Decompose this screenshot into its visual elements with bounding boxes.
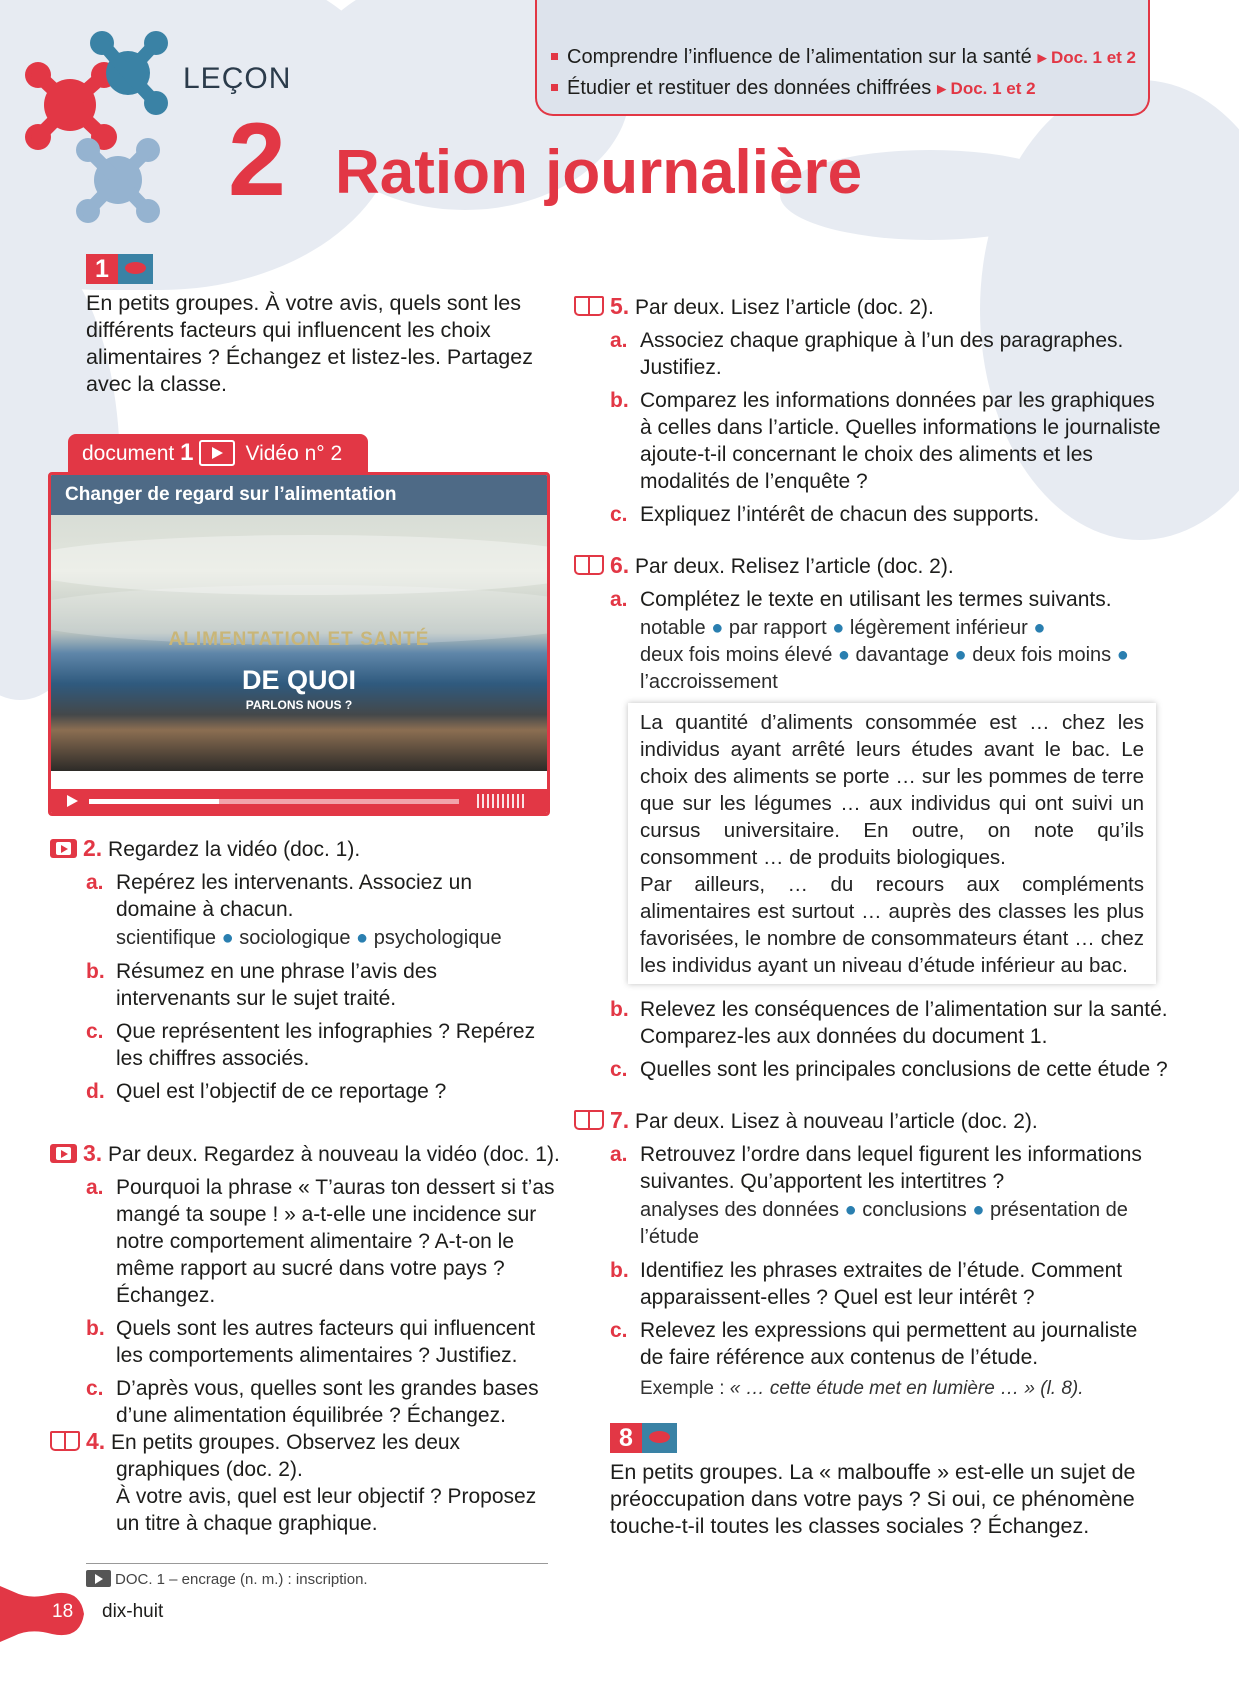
video-icon [50,839,77,858]
question-head-text: Regardez la vidéo (doc. 1). [108,838,361,861]
sub-letter: c. [86,1020,104,1043]
question-6 [574,552,1164,696]
speech-bubble-icon [642,1423,677,1453]
example-label: Exemple : [640,1378,725,1399]
video-caption-1: ALIMENTATION ET SANTÉ [168,629,430,650]
speech-bubble-icon [118,254,153,284]
question-3 [50,1140,560,1429]
subquestion-c [610,1317,1164,1402]
sub-text: Retrouvez l’ordre dans lequel figurent les informations suivantes. Qu’apportent les intertitres ? [640,1143,1142,1193]
fill-in-paragraph-1: La quantité d’aliments consommée est … chez les individus ayant arrêté leurs études avant le bac. Le choix des aliments se porte … sur les pommes de terre que sur les légumes … aux individus qui ont suivi un cursus universitaire. En outre, on note qu’ils consomment … de produits biologiques. [640,711,1144,869]
subquestion-b [86,958,555,1012]
question-5-head [574,293,1164,321]
question-4-head [50,1428,555,1483]
subquestion-b [610,387,1164,495]
term: scientifique [116,927,217,949]
bullet-icon [551,53,558,60]
question-6-continued [610,990,1170,1083]
question-8-text: En petits groupes. La « malbouffe » est-elle un sujet de préoccupation dans votre pays ? Si oui, ce phénomène touche-t-il toutes les classes sociales ? Échangez. [610,1460,1136,1538]
lesson-label: LEÇON [183,62,292,95]
question-number: 7. [610,1107,630,1133]
sub-letter: c. [610,503,628,526]
dot-icon: ● [844,1199,857,1221]
question-1 [86,254,546,398]
term: deux fois moins [972,644,1112,666]
objective-text: Étudier et restituer des données chiffrées [567,77,932,99]
sub-text: Que représentent les infographies ? Repérez les chiffres associés. [116,1020,536,1070]
sub-text: Quel est l’objectif de ce reportage ? [116,1080,447,1103]
dot-icon: ● [1116,644,1129,666]
sub-letter: c. [610,1058,628,1081]
doc-reference: ▸ Doc. 1 et 2 [1037,48,1136,67]
page-number: 18 [52,1601,74,1622]
term: sociologique [239,927,351,949]
question-5 [574,293,1164,528]
video-still[interactable] [51,515,547,771]
footnote [86,1570,368,1588]
term: présentation de l’étude [640,1199,1128,1248]
volume-icon[interactable] [477,794,527,808]
subquestion-b [86,1315,560,1369]
sub-text: Comparez les informations données par les graphiques à celles dans l’article. Quelles informations le journaliste ajoute-t-il concernant le choix des aliments et les modalités de l’enquête ? [640,389,1161,493]
sub-text: Identifiez les phrases extraites de l’étude. Comment apparaissent-elles ? Quel est leur intérêt ? [640,1259,1123,1309]
video-player[interactable] [48,472,550,816]
sub-text: Pourquoi la phrase « T’auras ton dessert si t’as mangé ta soupe ! » a-t-elle une incidence sur notre comportement alimentaire ? A-t-on le même rapport au sucré dans votre pays ? Échangez. [116,1176,555,1307]
sub-text: Quelles sont les principales conclusions de cette étude ? [640,1058,1168,1081]
subquestion-a [86,1174,560,1309]
question-head-text: Par deux. Lisez à nouveau l’article (doc. 2). [635,1110,1038,1133]
sub-text: Relevez les expressions qui permettent au journaliste de faire référence aux contenus de l’étude. [640,1319,1138,1369]
play-icon[interactable] [67,795,78,807]
question-head-text: En petits groupes. Observez les deux graphiques (doc. 2). [111,1431,461,1481]
question-head-text: Par deux. Relisez l’article (doc. 2). [635,555,954,578]
objectives-box [535,0,1150,116]
dot-icon: ● [711,617,724,639]
question-8-badge [610,1423,1160,1453]
document-1-tab [68,434,368,472]
question-number: 2. [83,835,103,861]
red-molecule [25,62,117,150]
video-icon [50,1144,77,1163]
question-number: 4. [86,1428,106,1454]
video-icon [199,440,235,466]
question-4 [50,1428,555,1537]
doc-reference: ▸ Doc. 1 et 2 [937,79,1036,98]
subquestion-c [86,1018,555,1072]
sub-letter: b. [610,389,629,412]
term-list [640,1197,1164,1251]
term: analyses des données [640,1199,840,1221]
dot-icon: ● [221,927,234,949]
subquestion-b [610,1257,1164,1311]
lesson-title: Ration journalière [335,138,863,207]
fill-in-text-box [628,703,1156,984]
light-blue-molecule [76,138,160,223]
subquestion-d [86,1078,555,1105]
document-number: 1 [180,439,194,466]
video-caption-2: DE QUOI [241,665,356,695]
sub-letter: a. [610,1143,628,1166]
subquestion-b [610,996,1170,1050]
term-list [116,925,555,952]
dot-icon: ● [954,644,967,666]
example-text: « … cette étude met en lumière … » (l. 8). [729,1378,1084,1399]
term: davantage [855,644,949,666]
term: deux fois moins élevé [640,644,833,666]
question-head-text: Par deux. Lisez l’article (doc. 2). [635,296,934,319]
question-6-head [574,552,1164,580]
question-number: 3. [83,1140,103,1166]
molecule-logo [20,25,220,235]
video-icon [86,1570,111,1587]
term: par rapport [728,617,827,639]
progress-fill [89,799,219,804]
subquestion-a [610,327,1164,381]
objective-item [551,73,1148,104]
question-number: 6. [610,552,630,578]
sub-letter: b. [610,1259,629,1282]
term: psychologique [373,927,502,949]
sub-text: Relevez les conséquences de l’alimentation sur la santé. Comparez-les aux données du document 1. [640,998,1168,1048]
question-7 [574,1107,1164,1402]
sub-letter: c. [86,1377,104,1400]
sub-text: Quels sont les autres facteurs qui influencent les comportements alimentaires ? Justifiez. [116,1317,536,1367]
example-line [640,1375,1164,1402]
subquestion-c [610,1056,1170,1083]
question-7-head [574,1107,1164,1135]
dot-icon: ● [1033,617,1046,639]
subquestion-a [86,869,555,952]
book-icon [574,296,604,316]
document-label: document [82,442,175,465]
video-title: Changer de regard sur l’alimentation [51,475,547,515]
question-1-badge [86,254,546,284]
subquestion-a [610,1141,1164,1251]
sub-text: Repérez les intervenants. Associez un domaine à chacun. [116,871,473,921]
subquestion-c [610,501,1164,528]
objective-text: Comprendre l’influence de l’alimentation sur la santé [567,46,1032,68]
objective-item [551,42,1148,73]
question-2 [50,835,555,1105]
dot-icon: ● [356,927,369,949]
footnote-divider [86,1563,548,1564]
question-1-text: En petits groupes. À votre avis, quels sont les différents facteurs qui influencent les choix alimentaires ? Échangez et listez-les. Partagez avec la classe. [86,291,533,396]
question-8 [610,1423,1160,1540]
page-number-tab [0,1586,88,1642]
video-label: Vidéo n° 2 [245,442,343,465]
question-number: 5. [610,293,630,319]
sub-letter: b. [86,1317,105,1340]
sub-letter: a. [86,871,104,894]
dot-icon: ● [972,1199,985,1221]
sub-text: Complétez le texte en utilisant les termes suivants. [640,588,1112,611]
dot-icon: ● [832,617,845,639]
subquestion-a [610,586,1164,696]
video-caption-3: PARLONS NOUS ? [245,698,353,712]
sub-letter: b. [86,960,105,983]
term: légèrement inférieur [849,617,1028,639]
sub-letter: d. [86,1080,105,1103]
sub-text: Expliquez l’intérêt de chacun des supports. [640,503,1040,526]
sub-letter: a. [86,1176,104,1199]
lesson-number: 2 [228,102,286,218]
term: conclusions [862,1199,967,1221]
footnote-text: DOC. 1 – encrage (n. m.) : inscription. [115,1571,368,1588]
subquestion-c [86,1375,560,1429]
sub-text: Résumez en une phrase l’avis des intervenants sur le sujet traité. [116,960,438,1010]
question-3-head [50,1140,560,1168]
term: notable [640,617,706,639]
term: l’accroissement [640,671,778,693]
question-head-text: Par deux. Regardez à nouveau la vidéo (doc. 1). [108,1143,560,1166]
sub-letter: b. [610,998,629,1021]
sub-letter: a. [610,329,628,352]
term-list [640,615,1164,696]
sub-letter: c. [610,1319,628,1342]
sub-letter: a. [610,588,628,611]
question-number: 1 [86,254,118,284]
question-number: 8 [610,1423,642,1453]
bullet-icon [551,84,558,91]
page-number-word: dix-huit [102,1601,164,1622]
video-controls [51,789,547,813]
question-2-head [50,835,555,863]
sub-text: Associez chaque graphique à l’un des paragraphes. Justifiez. [640,329,1124,379]
book-icon [574,1110,604,1130]
book-icon [574,555,604,575]
fill-in-paragraph-2: Par ailleurs, … du recours aux compléments alimentaires est surtout … auprès des classes les plus favorisées, le nombre de consommateurs étant … chez les individus ayant un niveau d’étude inférieur au bac. [640,873,1144,977]
sub-text: D’après vous, quelles sont les grandes bases d’une alimentation équilibrée ? Échangez. [116,1377,539,1427]
book-icon [50,1431,80,1451]
question-4-head-2: À votre avis, quel est leur objectif ? Proposez un titre à chaque graphique. [116,1485,537,1535]
dot-icon: ● [837,644,850,666]
